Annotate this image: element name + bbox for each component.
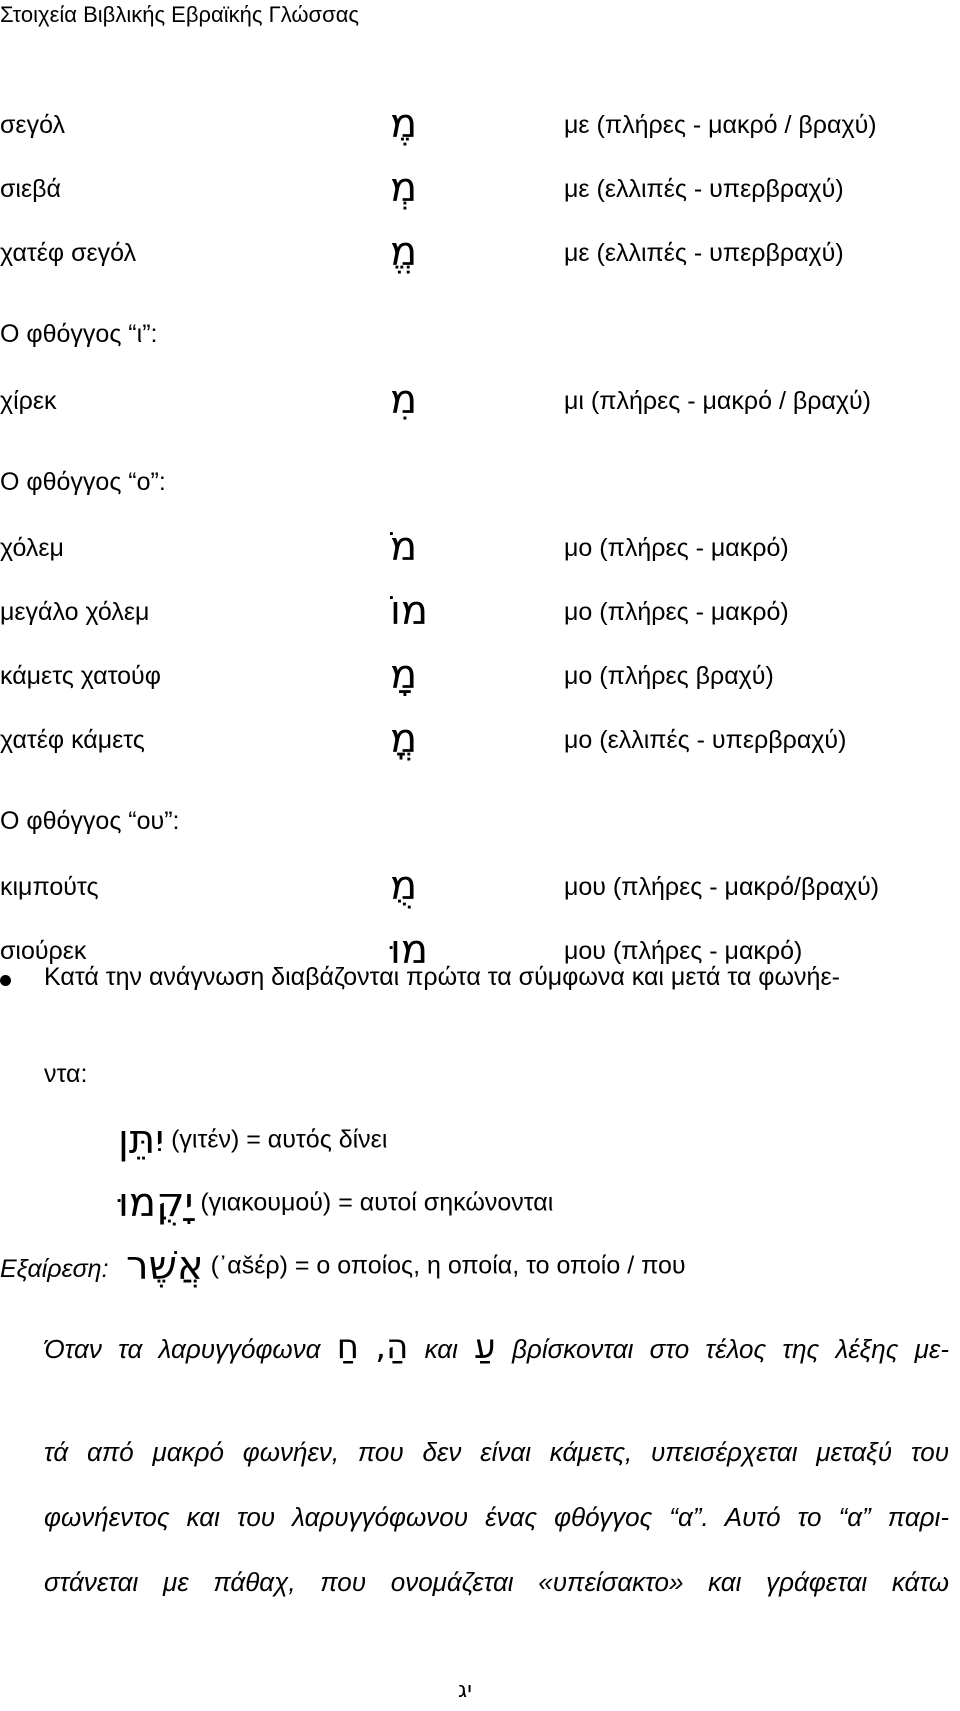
vowel-description: με (ελλιπές - υπερβραχύ) xyxy=(564,175,844,203)
page-number: יג xyxy=(458,1678,472,1703)
vowel-description: μο (ελλιπές - υπερβραχύ) xyxy=(564,726,847,754)
hebrew-vowel: מְ xyxy=(390,165,418,211)
exception-text: και xyxy=(424,1334,458,1364)
hebrew-letter: חַ xyxy=(336,1327,359,1367)
hebrew-word: יָקֻמוּ xyxy=(118,1180,194,1226)
vowel-row-segol xyxy=(0,101,960,147)
exception-text: Όταν τα λαρυγγόφωνα xyxy=(44,1334,321,1364)
exception-line-3: φωνήεντος και του λαρυγγόφωνου ένας φθόγγος “α”. Αυτό το “α” παρι- xyxy=(44,1502,949,1532)
vowel-description: με (ελλιπές - υπερβραχύ) xyxy=(564,239,844,267)
vowel-name: χόλεμ xyxy=(0,534,64,562)
vowel-description: μο (πλήρες - μακρό) xyxy=(564,598,789,626)
vowel-description: μου (πλήρες - μακρό) xyxy=(564,937,803,965)
vowel-row-kamets-hatuf xyxy=(0,652,960,698)
vowel-row-hatef-segol xyxy=(0,229,960,275)
hebrew-vowel: מֱ xyxy=(390,229,418,275)
hebrew-vowel: מוֹ xyxy=(390,588,429,634)
vowel-description: μο (πλήρες - μακρό) xyxy=(564,534,789,562)
hebrew-word: יִתֵּן xyxy=(118,1117,165,1163)
vowel-row-holem xyxy=(0,524,960,570)
hebrew-vowel: מוּ xyxy=(390,927,429,973)
vowel-name: χατέφ σεγόλ xyxy=(0,239,137,267)
section-heading-i: Ο φθόγγος “ι”: xyxy=(0,320,158,348)
vowel-name: κάμετς χατούφ xyxy=(0,662,161,690)
vowel-name: σεγόλ xyxy=(0,111,66,139)
example-row xyxy=(118,1180,553,1230)
section-heading-ou: Ο φθόγγος “ου”: xyxy=(0,807,180,835)
vowel-description: μο (πλήρες βραχύ) xyxy=(564,662,774,690)
hebrew-vowel: מֶ xyxy=(390,101,418,147)
example-translation: (γιακουμού) = αυτοί σηκώνονται xyxy=(200,1188,554,1217)
exception-line-4: στάνεται με πάθαχ, που ονομάζεται «υπείσακτο» και γράφεται κάτω xyxy=(44,1567,949,1597)
vowel-name: κιμπούτς xyxy=(0,873,99,901)
bullet-text: Κατά την ανάγνωση διαβάζονται πρώτα τα σύμφωνα και μετά τα φωνήε- xyxy=(44,963,840,991)
bullet-text-continuation: ντα: xyxy=(44,1060,88,1088)
vowel-name: σιούρεκ xyxy=(0,937,87,965)
vowel-row-hatef-kamets xyxy=(0,716,960,762)
vowel-description: μι (πλήρες - μακρό / βραχύ) xyxy=(564,387,872,415)
exception-line-1 xyxy=(44,1327,949,1367)
example-row xyxy=(126,1243,686,1293)
vowel-row-holem-male xyxy=(0,588,960,634)
hebrew-vowel: מִ xyxy=(390,377,418,423)
example-translation: (᾿αšέρ) = ο οποίος, η οποία, το οποίο / που xyxy=(210,1251,686,1280)
vowel-row-kibbuts xyxy=(0,863,960,909)
hebrew-vowel: מֹ xyxy=(390,524,418,570)
vowel-name: χίρεκ xyxy=(0,387,57,415)
example-translation: (γιτέν) = αυτός δίνει xyxy=(171,1125,388,1154)
hebrew-vowel: מֳ xyxy=(390,716,418,762)
document-header: Στοιχεία Βιβλικής Εβραϊκής Γλώσσας xyxy=(0,2,360,27)
bullet-icon xyxy=(0,975,11,986)
exception-title: Εξαίρεση: xyxy=(0,1255,109,1283)
vowel-name: μεγάλο χόλεμ xyxy=(0,598,150,626)
hebrew-word: אֲשֶׁר xyxy=(126,1243,204,1289)
vowel-description: με (πλήρες - μακρό / βραχύ) xyxy=(564,111,877,139)
vowel-name: σιεβά xyxy=(0,175,61,203)
vowel-name: χατέφ κάμετς xyxy=(0,726,145,754)
hebrew-vowel: מָ xyxy=(390,652,418,698)
hebrew-letter: הַ, xyxy=(375,1327,409,1367)
vowel-row-hirek xyxy=(0,377,960,423)
hebrew-vowel: מֻ xyxy=(390,863,418,909)
exception-text: βρίσκονται στο τέλος της λέξης με- xyxy=(512,1334,949,1364)
vowel-description: μου (πλήρες - μακρό/βραχύ) xyxy=(564,873,880,901)
exception-line-2: τά από μακρό φωνήεν, που δεν είναι κάμετς, υπεισέρχεται μεταξύ του xyxy=(44,1437,949,1467)
hebrew-letter: עַ xyxy=(474,1327,496,1367)
vowel-row-sheva xyxy=(0,165,960,211)
example-row xyxy=(118,1117,387,1167)
section-heading-o: Ο φθόγγος “ο”: xyxy=(0,468,166,496)
